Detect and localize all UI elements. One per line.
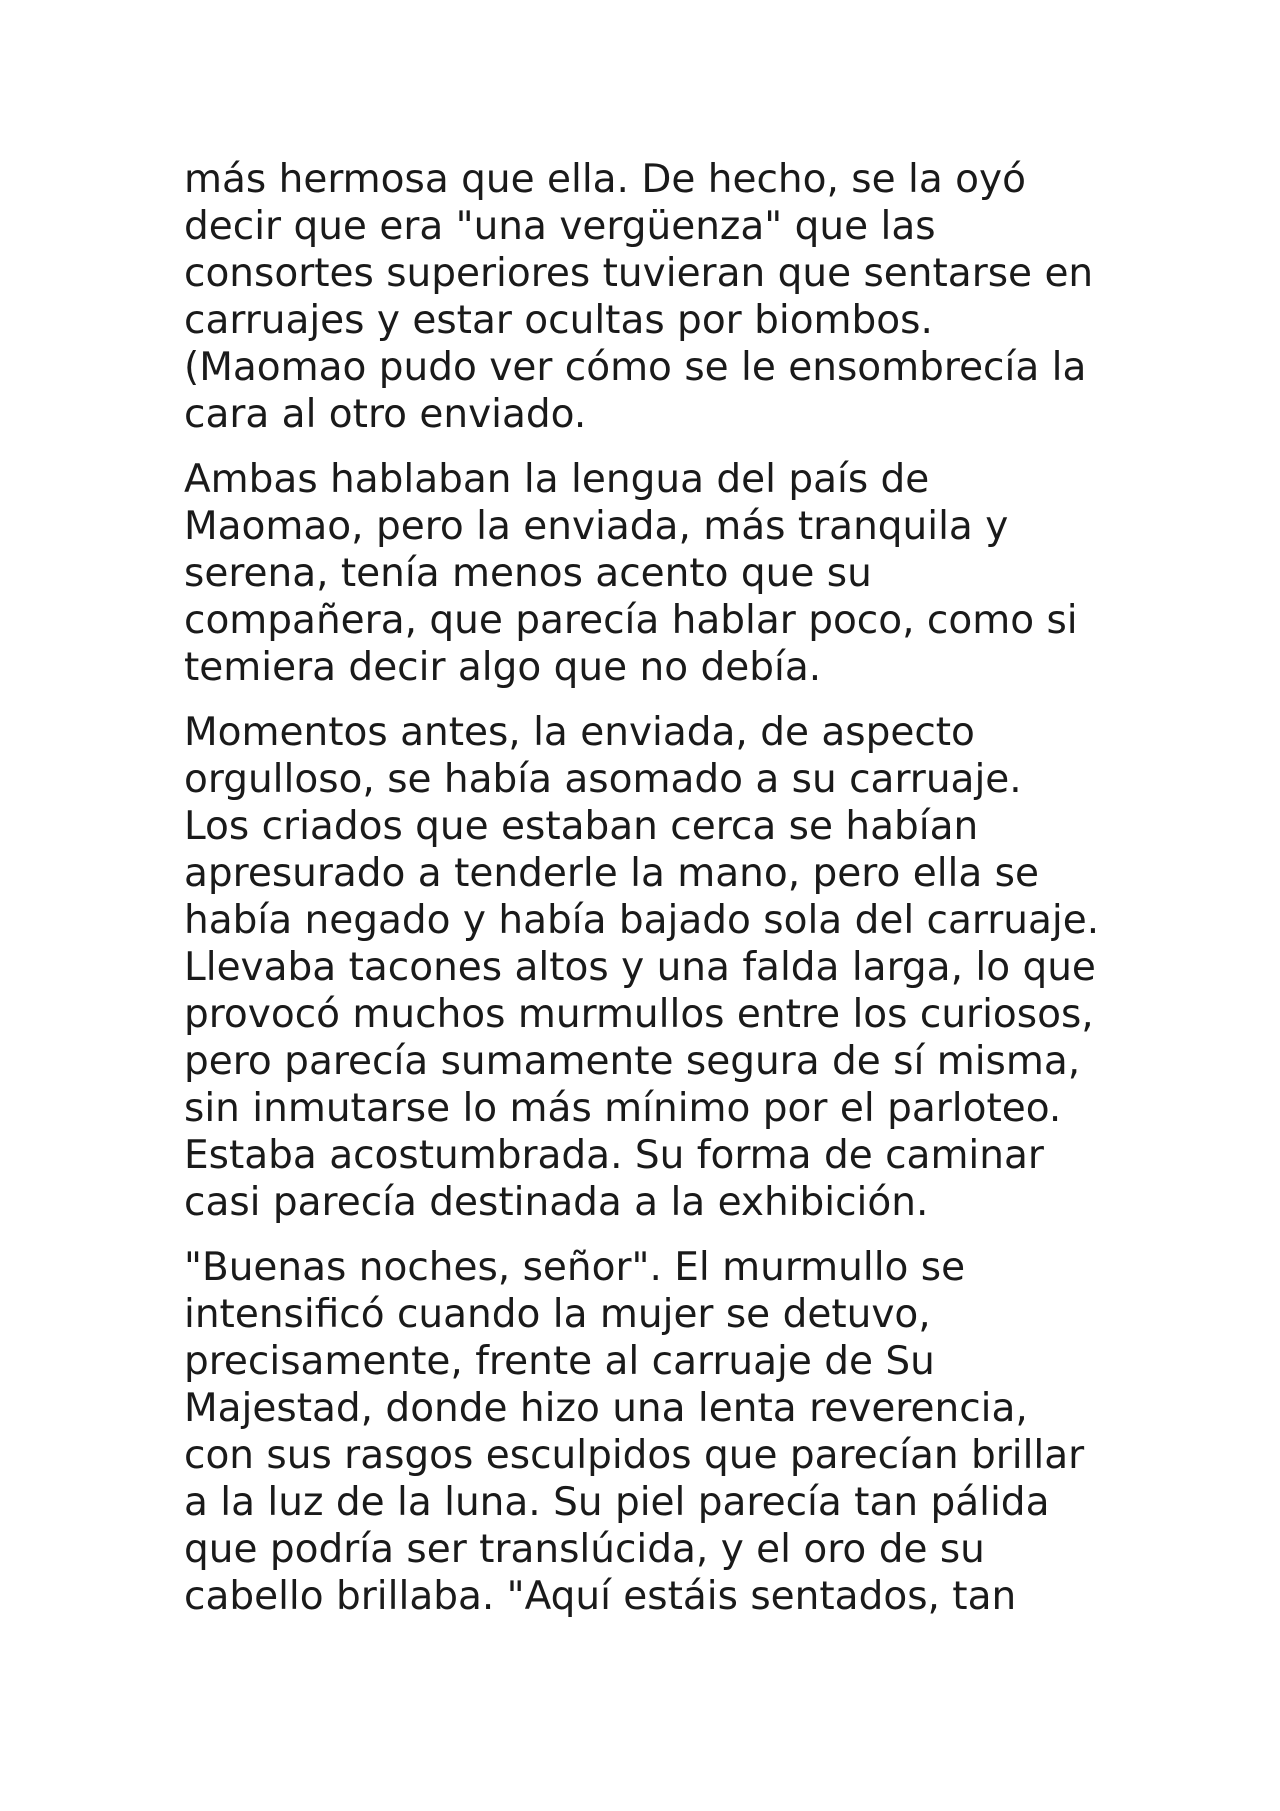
text-line: sin inmutarse lo más mínimo por el parloteo. — [184, 1086, 1062, 1131]
text-line: pero parecía sumamente segura de sí misma, — [184, 1039, 1081, 1084]
text-line: carruajes y estar ocultas por biombos. — [184, 298, 933, 343]
body-text — [184, 156, 1124, 1638]
text-line: Estaba acostumbrada. Su forma de caminar — [184, 1133, 1044, 1178]
text-line: Llevaba tacones altos y una falda larga, lo que — [184, 945, 1096, 990]
text-line: temiera decir algo que no debía. — [184, 645, 822, 690]
text-line: Maomao, pero la enviada, más tranquila y — [184, 504, 1009, 549]
text-line: Ambas hablaban la lengua del país de — [184, 457, 930, 502]
text-line: decir que era "una vergüenza" que las — [184, 204, 936, 249]
text-line: Momentos antes, la enviada, de aspecto — [184, 710, 975, 755]
paragraph-4 — [184, 1244, 1124, 1620]
text-line: serena, tenía menos acento que su — [184, 551, 872, 596]
text-line: con sus rasgos esculpidos que parecían brillar — [184, 1433, 1085, 1478]
text-line: Majestad, donde hizo una lenta reverencia, — [184, 1386, 1028, 1431]
text-line: precisamente, frente al carruaje de Su — [184, 1339, 935, 1384]
text-line: que podría ser translúcida, y el oro de su — [184, 1527, 985, 1572]
text-line: "Buenas noches, señor". El murmullo se — [184, 1245, 966, 1290]
text-line: más hermosa que ella. De hecho, se la oyó — [184, 157, 1026, 202]
text-line: cara al otro enviado. — [184, 392, 587, 437]
text-line: provocó muchos murmullos entre los curiosos, — [184, 992, 1094, 1037]
text-line: cabello brillaba. "Aquí estáis sentados, tan — [184, 1574, 1017, 1619]
text-line: intensificó cuando la mujer se detuvo, — [184, 1292, 931, 1337]
text-line: orgulloso, se había asomado a su carruaje. — [184, 757, 1022, 802]
text-line: consortes superiores tuvieran que sentarse en — [184, 251, 1094, 296]
text-line: había negado y había bajado sola del carruaje. — [184, 898, 1100, 943]
paragraph-1 — [184, 156, 1124, 438]
text-line: Los criados que estaban cerca se habían — [184, 804, 979, 849]
paragraph-3 — [184, 709, 1124, 1226]
text-line: (Maomao pudo ver cómo se le ensombrecía la — [184, 345, 1087, 390]
text-line: compañera, que parecía hablar poco, como si — [184, 598, 1078, 643]
text-line: a la luz de la luna. Su piel parecía tan pálida — [184, 1480, 1050, 1525]
text-line: casi parecía destinada a la exhibición. — [184, 1180, 929, 1225]
paragraph-2 — [184, 456, 1124, 691]
text-line: apresurado a tenderle la mano, pero ella se — [184, 851, 1039, 896]
